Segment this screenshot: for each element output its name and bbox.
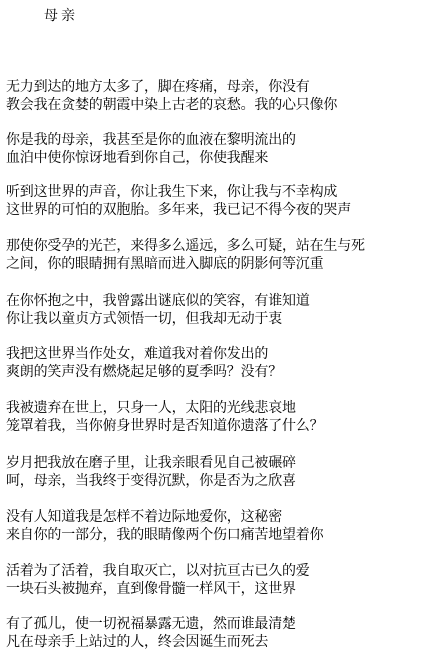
poem-line: 没有人知道我是怎样不着边际地爱你，这秘密 (6, 509, 282, 525)
poem-line: 爽朗的笑声没有燃烧起足够的夏季吗？没有？ (6, 364, 282, 380)
poem-line: 岁月把我放在磨子里，让我亲眼看见自己被碾碎 (6, 455, 296, 471)
poem-line: 那使你受孕的光芒，来得多么遥远，多么可疑，站在生与死 (6, 238, 365, 254)
poem-line: 无力到达的地方太多了，脚在疼痛，母亲，你没有 (6, 79, 310, 95)
poem-line: 在你怀抱之中，我曾露出谜底似的笑容，有谁知道 (6, 293, 310, 309)
poem-line: 活着为了活着，我自取灭亡，以对抗亘古已久的爱 (6, 563, 310, 579)
poem-line: 你是我的母亲，我甚至是你的血液在黎明流出的 (6, 132, 296, 148)
poem-title: 母亲 (44, 8, 78, 24)
stanza (6, 345, 424, 381)
poem-line: 笼罩着我，当你俯身世界时是否知道你遗落了什么？ (6, 418, 324, 434)
poem-line: 有了孤儿，使一切祝福暴露无遗，然而谁最清楚 (6, 616, 296, 632)
stanza (6, 131, 424, 167)
stanza (6, 399, 424, 435)
poem-line: 你让我以童贞方式领悟一切，但我却无动于衷 (6, 311, 282, 327)
stanza (6, 615, 424, 651)
poem-line: 听到这世界的声音，你让我生下来，你让我与不幸构成 (6, 184, 338, 200)
stanza (6, 78, 424, 114)
stanza (6, 562, 424, 598)
poem-line: 血泊中使你惊讶地看到你自己，你使我醒来 (6, 150, 269, 166)
poem-line: 这世界的可怕的双胞胎。多年来，我已记不得今夜的哭声 (6, 202, 351, 218)
poem-line: 之间，你的眼睛拥有黑暗而进入脚底的阴影何等沉重 (6, 256, 324, 272)
poem-line: 我被遗弃在世上，只身一人，太阳的光线悲哀地 (6, 400, 296, 416)
stanza (6, 237, 424, 273)
stanza (6, 183, 424, 219)
stanza (6, 508, 424, 544)
stanza (6, 292, 424, 328)
poem-line: 我把这世界当作处女，难道我对着你发出的 (6, 346, 269, 362)
stanza (6, 454, 424, 490)
poem-line: 来自你的一部分，我的眼睛像两个伤口痛苦地望着你 (6, 527, 324, 543)
poem-line: 呵，母亲，当我终于变得沉默，你是否为之欣喜 (6, 473, 296, 489)
poem-line: 凡在母亲手上站过的人，终会因诞生而死去 (6, 634, 269, 650)
poem-line: 教会我在贪婪的朝霞中染上古老的哀愁。我的心只像你 (6, 97, 338, 113)
poem-line: 一块石头被抛弃，直到像骨髓一样风干，这世界 (6, 581, 296, 597)
